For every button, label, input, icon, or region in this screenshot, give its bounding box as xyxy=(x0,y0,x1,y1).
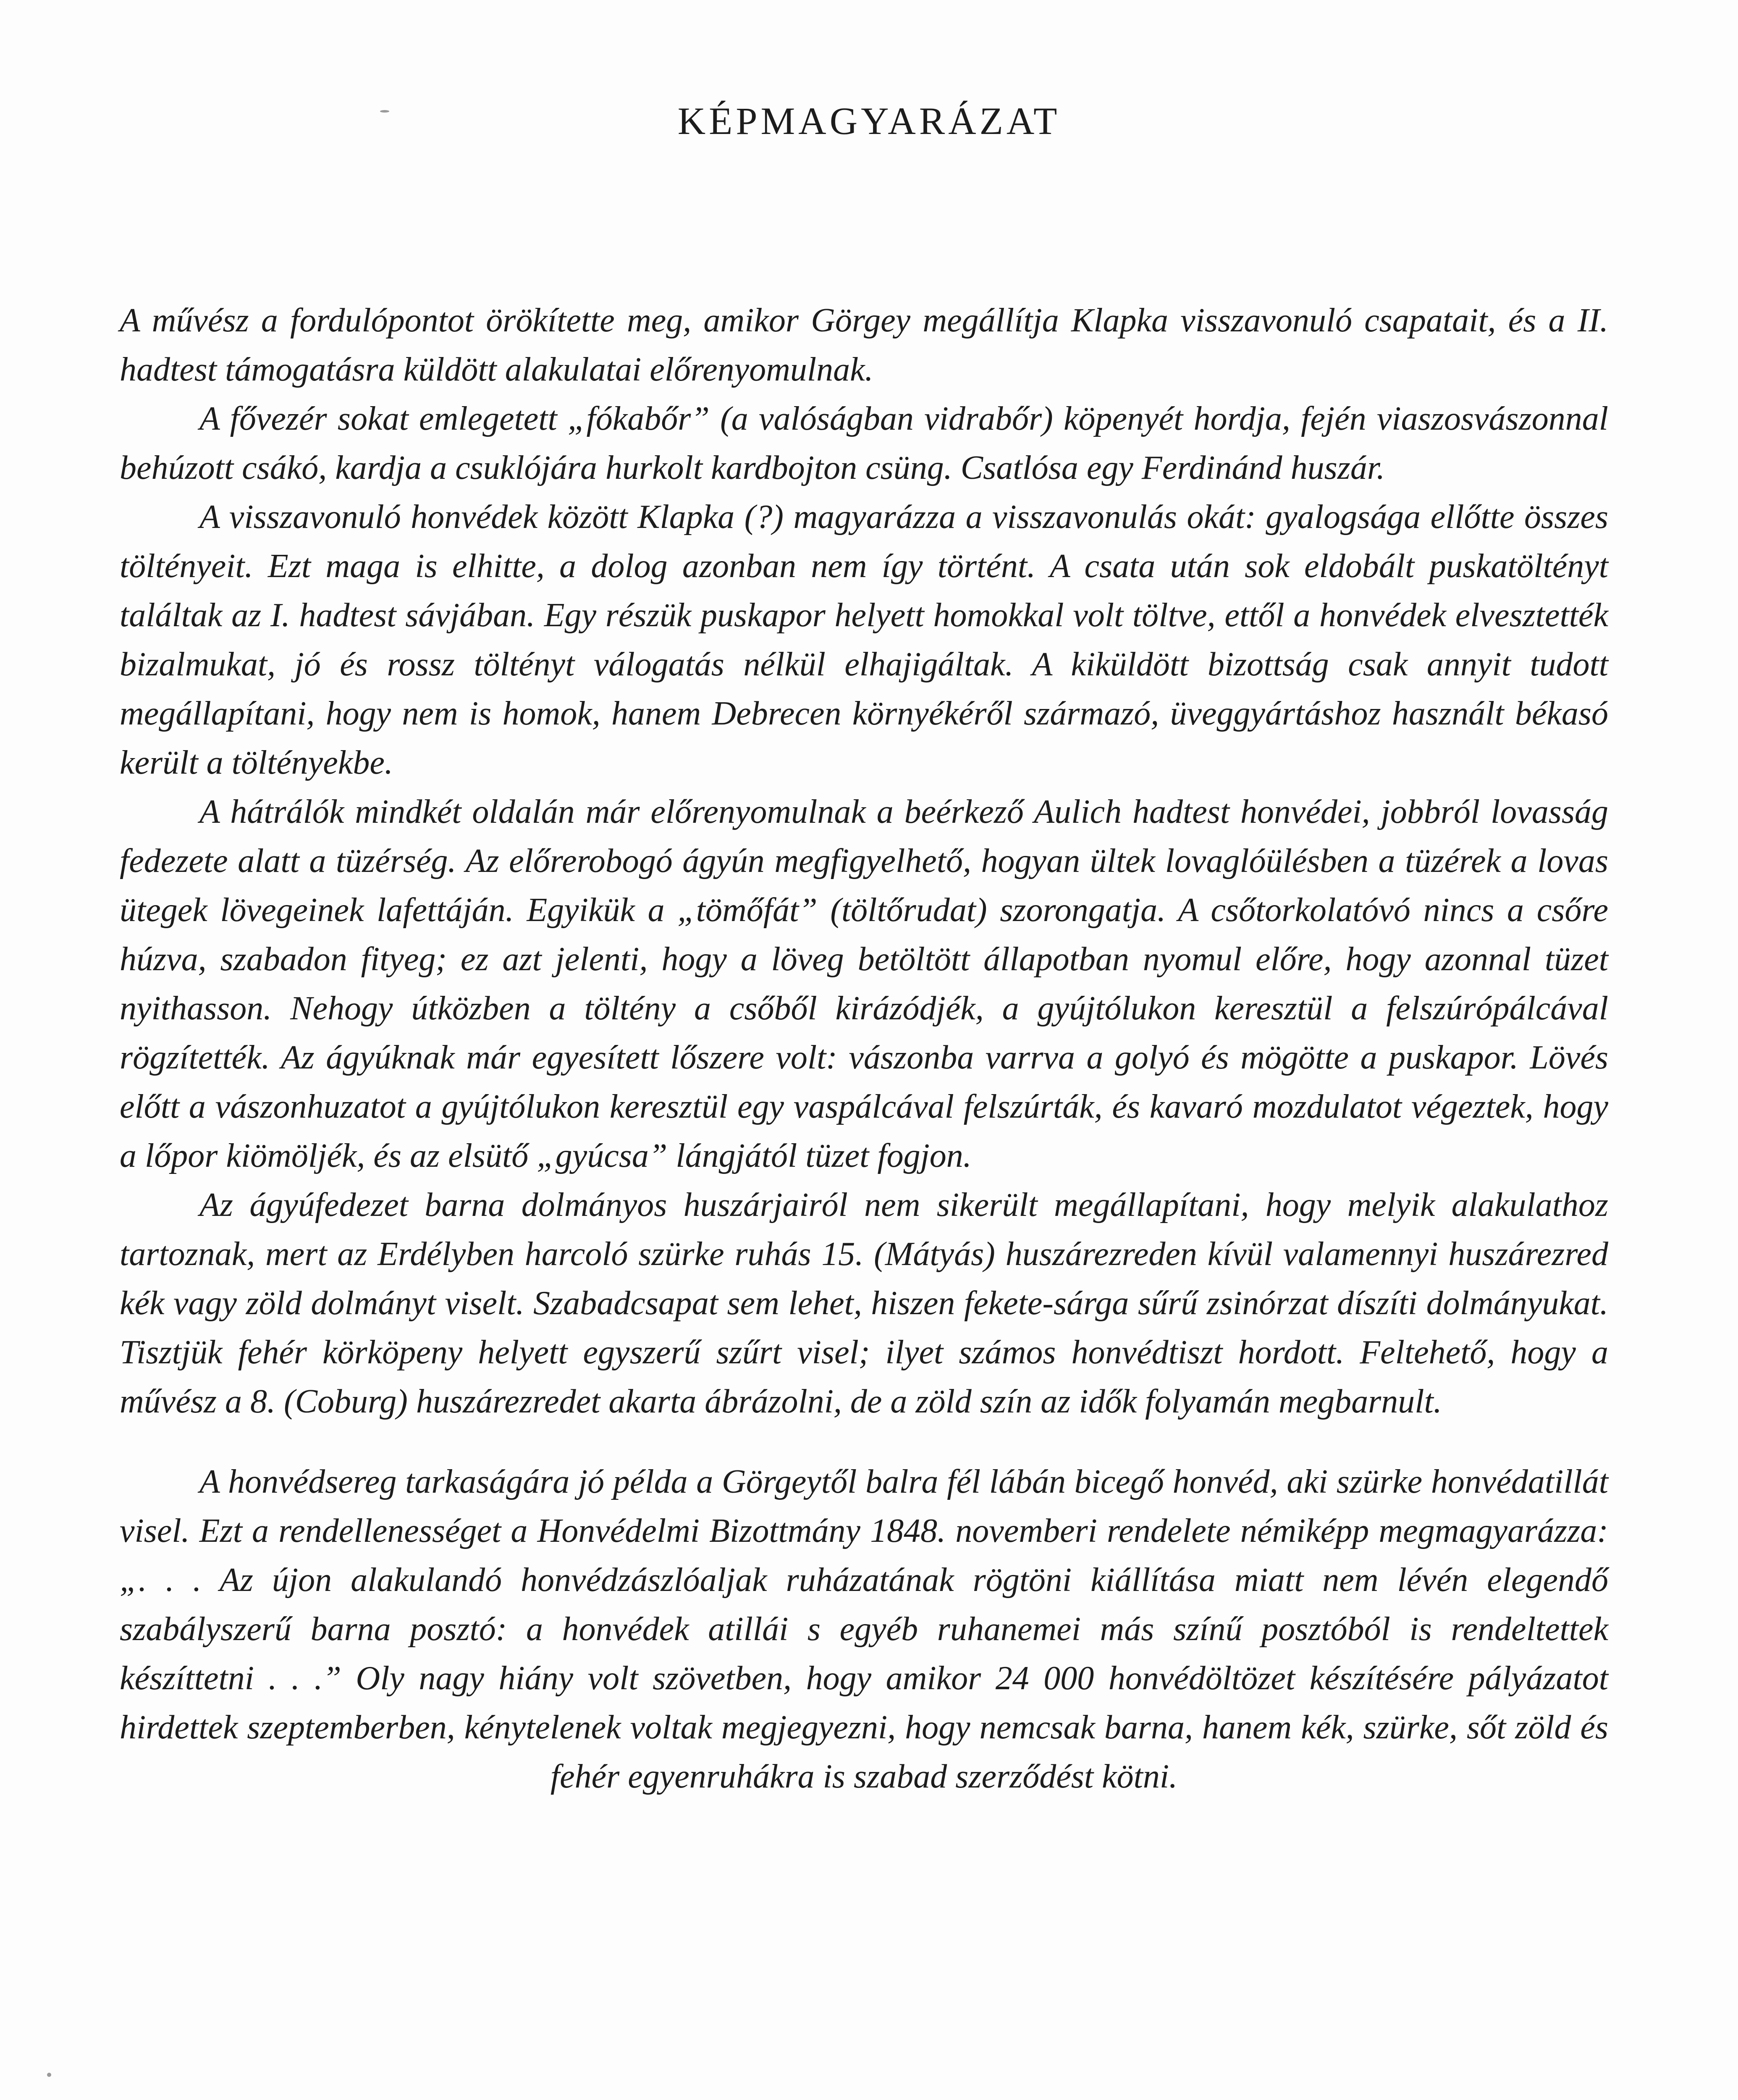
paragraph-6: A honvédsereg tarkaságára jó példa a Görgeytől balra fél lábán bicegő honvéd, aki szürke honvédatillát visel. Ezt a rendellenességet a Honvédelmi Bizottmány 1848. novemberi rendelete némiképp megmagyarázza: „. . . Az újon alakulandó honvédzászlóaljak ruházatának rögtöni kiállítása miatt nem lévén elegendő szabályszerű barna posztó: a honvédek atillái s egyéb ruhanemei más színű posztóból is rendeltettek készíttetni . . .” Oly nagy hiány volt szövetben, hogy amikor 24 000 honvédöltözet készítésére pályázatot hirdettek szeptemberben, kénytelenek voltak megjegyezni, hogy nemcsak barna, hanem kék, szürke, sőt zöld és fehér egyenruhákra is szabad szerződést kötni. xyxy=(120,1463,1608,1795)
paragraph-2: A fővezér sokat emlegetett „fókabőr” (a valóságban vidrabőr) köpenyét hordja, fején viaszosvászonnal behúzott csákó, kardja a csuklójára hurkolt kardbojton csüng. Csatlósa egy Ferdinánd huszár. xyxy=(120,400,1608,486)
caption-body xyxy=(120,296,1608,1801)
paragraph-5: Az ágyúfedezet barna dolmányos huszárjairól nem sikerült megállapítani, hogy melyik alakulathoz tartoznak, mert az Erdélyben harcoló szürke ruhás 15. (Mátyás) huszárezreden kívül valamennyi huszárezred kék vagy zöld dolmányt viselt. Szabadcsapat sem lehet, hiszen fekete-sárga sűrű zsinórzat díszíti dolmányukat. Tisztjük fehér körköpeny helyett egyszerű szűrt visel; ilyet számos honvédtiszt hordott. Feltehető, hogy a művész a 8. (Coburg) huszárezredet akarta ábrázolni, de a zöld szín az idők folyamán megbarnult. xyxy=(120,1186,1608,1420)
page-title: KÉPMAGYARÁZAT xyxy=(677,100,1061,142)
paragraph-3: A visszavonuló honvédek között Klapka (?) magyarázza a visszavonulás okát: gyalogsága ellőtte összes töltényeit. Ezt maga is elhitte, a dolog azonban nem így történt. A csata után sok eldobált puskatöltényt találtak az I. hadtest sávjában. Egy részük puskapor helyett homokkal volt töltve, ettől a honvédek elvesztették bizalmukat, jó és rossz töltényt válogatás nélkül elhajigáltak. A kiküldött bizottság csak annyit tudott megállapítani, hogy nem is homok, hanem Debrecen környékéről származó, üveggyártáshoz használt békasó került a töltényekbe. xyxy=(120,499,1608,781)
paragraph-4: A hátrálók mindkét oldalán már előrenyomulnak a beérkező Aulich hadtest honvédei, jobbról lovasság fedezete alatt a tüzérség. Az előrerobogó ágyún megfigyelhető, hogyan ültek lovaglóülésben a tüzérek a lovas ütegek lövegeinek lafettáján. Egyikük a „tömőfát” (töltőrudat) szorongatja. A csőtorkolatóvó nincs a csőre húzva, szabadon fityeg; ez azt jelenti, hogy a löveg betöltött állapotban nyomul előre, hogy azonnal tüzet nyithasson. Nehogy útközben a töltény a csőből kirázódjék, a gyújtólukon keresztül a felszúrópálcával rögzítették. Az ágyúknak már egyesített lőszere volt: vászonba varrva a golyó és mögötte a puskapor. Lövés előtt a vászonhuzatot a gyújtólukon keresztül egy vaspálcával felszúrták, és kavaró mozdulatot végeztek, hogy a lőpor kiömöljék, és az elsütő „gyúcsa” lángjától tüzet fogjon. xyxy=(120,793,1608,1174)
scan-speck xyxy=(47,2073,51,2077)
paragraph-1: A művész a fordulópontot örökítette meg, amikor Görgey megállítja Klapka visszavonuló csapatait, és a II. hadtest támogatásra küldött alakulatai előrenyomulnak. xyxy=(120,302,1608,388)
